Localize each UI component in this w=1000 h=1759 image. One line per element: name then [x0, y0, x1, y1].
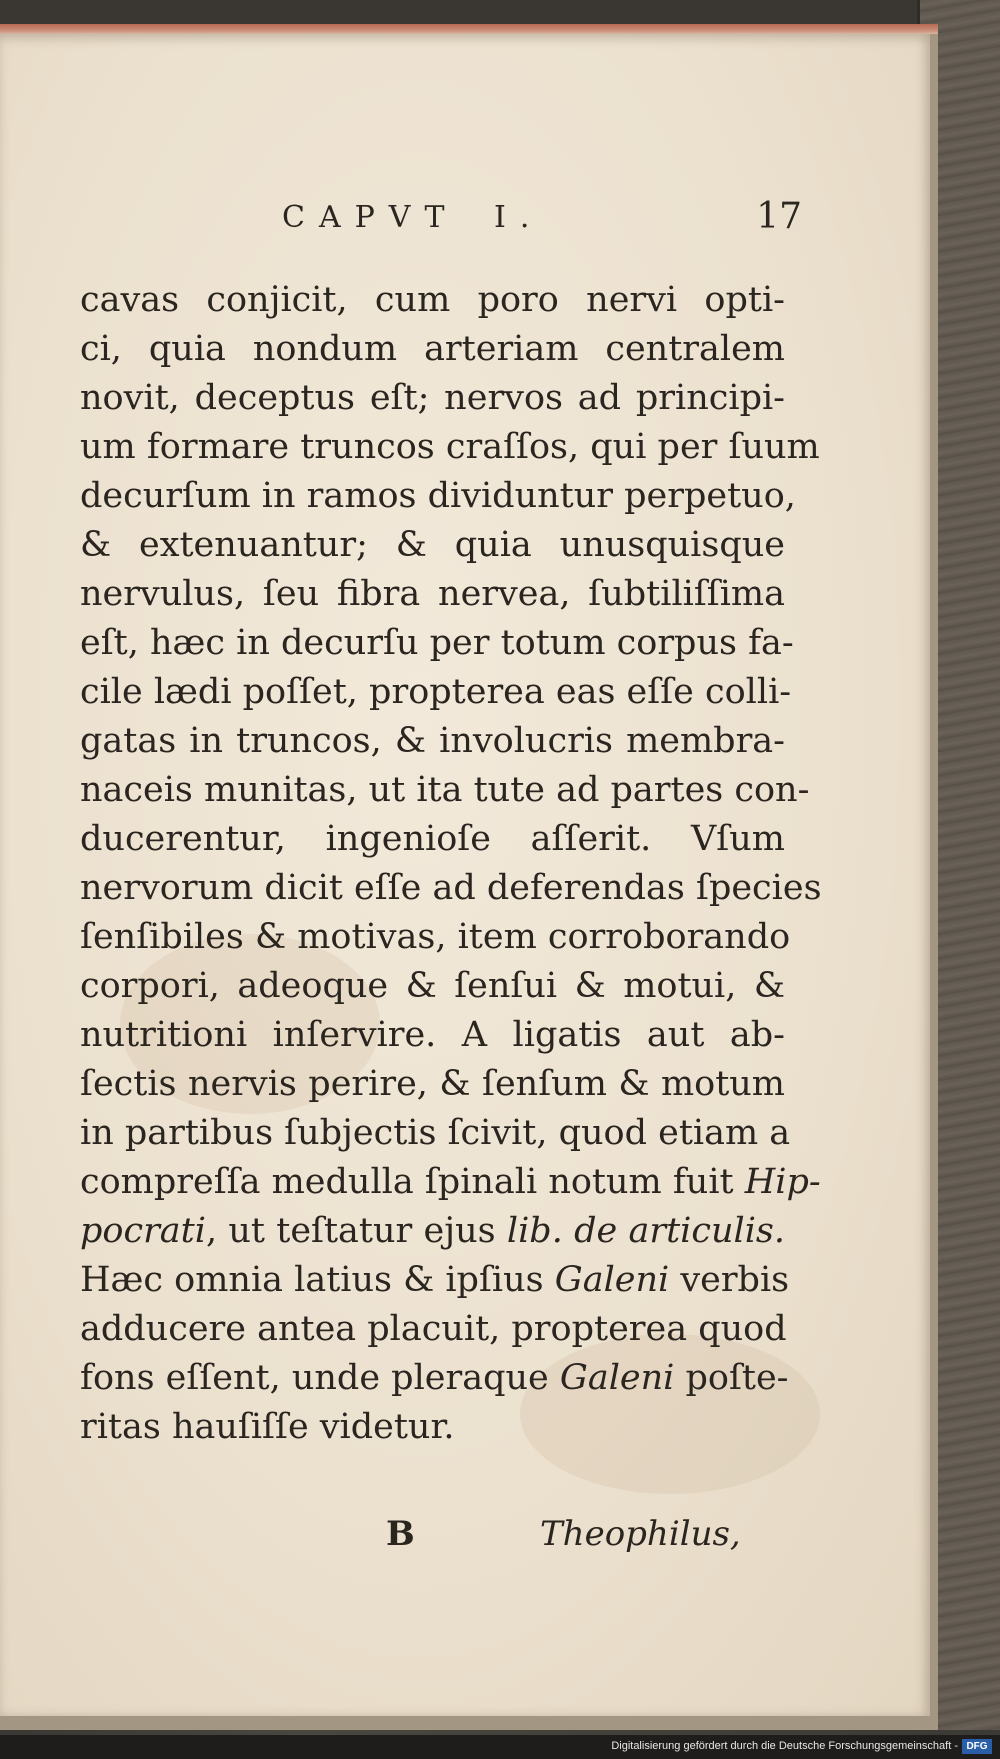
text-line: [80, 1158, 821, 1207]
catchword: Theophilus,: [540, 1514, 741, 1554]
text-segment: verbis: [669, 1260, 790, 1300]
text-segment: poſte-: [674, 1358, 789, 1398]
text-line: [80, 374, 785, 423]
text-segment: ritas hauſiſſe videtur.: [80, 1407, 455, 1447]
text-line: [80, 1354, 789, 1403]
italic-text: Hip-: [744, 1162, 821, 1202]
text-segment: novit, deceptus eſt; nervos ad principi-: [80, 378, 785, 418]
digitization-notice: Digitalisierung gefördert durch die Deutsche Forschungsgemeinschaft -: [611, 1740, 958, 1752]
text-segment: ſenſibiles & motivas, item corroborando: [80, 917, 791, 957]
text-segment: ducerentur, ingenioſe aſſerit. Vſum: [80, 819, 785, 859]
text-segment: nervorum dicit eſſe ad deferendas ſpecies: [80, 868, 822, 908]
text-line: [80, 1403, 785, 1452]
italic-text: pocrati: [80, 1211, 206, 1251]
text-line: [80, 766, 810, 815]
text-segment: ſectis nervis perire, & ſenſum & motum: [80, 1064, 785, 1104]
text-line: [80, 962, 785, 1011]
running-head: [282, 196, 802, 244]
italic-text: Galeni: [554, 1260, 670, 1300]
digitization-footer: [0, 1735, 1000, 1759]
italic-text: Galeni: [559, 1358, 675, 1398]
text-segment: & extenuantur; & quia unusquisque: [80, 525, 785, 565]
text-segment: eſt, hæc in decurſu per totum corpus fa-: [80, 623, 794, 663]
text-line: [80, 472, 796, 521]
text-line: [80, 570, 785, 619]
page-number: 17: [756, 196, 802, 237]
text-line: [80, 1305, 785, 1354]
dfg-logo-icon: DFG: [962, 1739, 992, 1754]
signature-mark: B: [386, 1514, 415, 1554]
text-segment: fons eſſent, unde pleraque: [80, 1358, 560, 1398]
text-segment: cavas conjicit, cum poro nervi opti-: [80, 280, 785, 320]
text-line: [80, 1011, 785, 1060]
text-line: [80, 1060, 785, 1109]
text-segment: compreſſa medulla ſpinali notum fuit: [80, 1162, 745, 1202]
text-segment: , ut teſtatur ejus: [205, 1211, 507, 1251]
text-segment: ci, quia nondum arteriam centralem: [80, 329, 785, 369]
italic-text: lib. de articulis.: [506, 1211, 785, 1251]
text-segment: in partibus ſubjectis ſcivit, quod etiam a: [80, 1113, 791, 1153]
text-line: [80, 1256, 790, 1305]
text-line: [80, 668, 792, 717]
text-line: [80, 864, 822, 913]
chapter-title: CAPVT I.: [282, 200, 544, 235]
text-line: [80, 1207, 785, 1256]
text-segment: um formare truncos craſſos, qui per ſuum: [80, 427, 820, 467]
text-segment: Hæc omnia latius & ipſius: [80, 1260, 555, 1300]
text-line: [80, 325, 785, 374]
text-segment: naceis munitas, ut ita tute ad partes con-: [80, 770, 810, 810]
text-line: [80, 423, 820, 472]
text-line: [80, 521, 785, 570]
text-segment: corpori, adeoque & ſenſui & motui, &: [80, 966, 785, 1006]
text-line: [80, 276, 785, 325]
text-line: [80, 913, 791, 962]
text-segment: nutritioni inſervire. A ligatis aut ab-: [80, 1015, 785, 1055]
page-red-edge: [0, 24, 938, 34]
text-line: [80, 1109, 791, 1158]
text-segment: nervulus, ſeu fibra nervea, ſubtiliſſima: [80, 574, 785, 614]
text-line: [80, 619, 794, 668]
text-line: [80, 717, 785, 766]
text-segment: adducere antea placuit, propterea quod: [80, 1309, 787, 1349]
body-text: [80, 276, 822, 1452]
text-segment: gatas in truncos, & involucris membra-: [80, 721, 785, 761]
text-segment: decurſum in ramos dividuntur perpetuo,: [80, 476, 796, 516]
text-line: [80, 815, 785, 864]
text-segment: cile lædi poſſet, propterea eas eſſe colli-: [80, 672, 792, 712]
